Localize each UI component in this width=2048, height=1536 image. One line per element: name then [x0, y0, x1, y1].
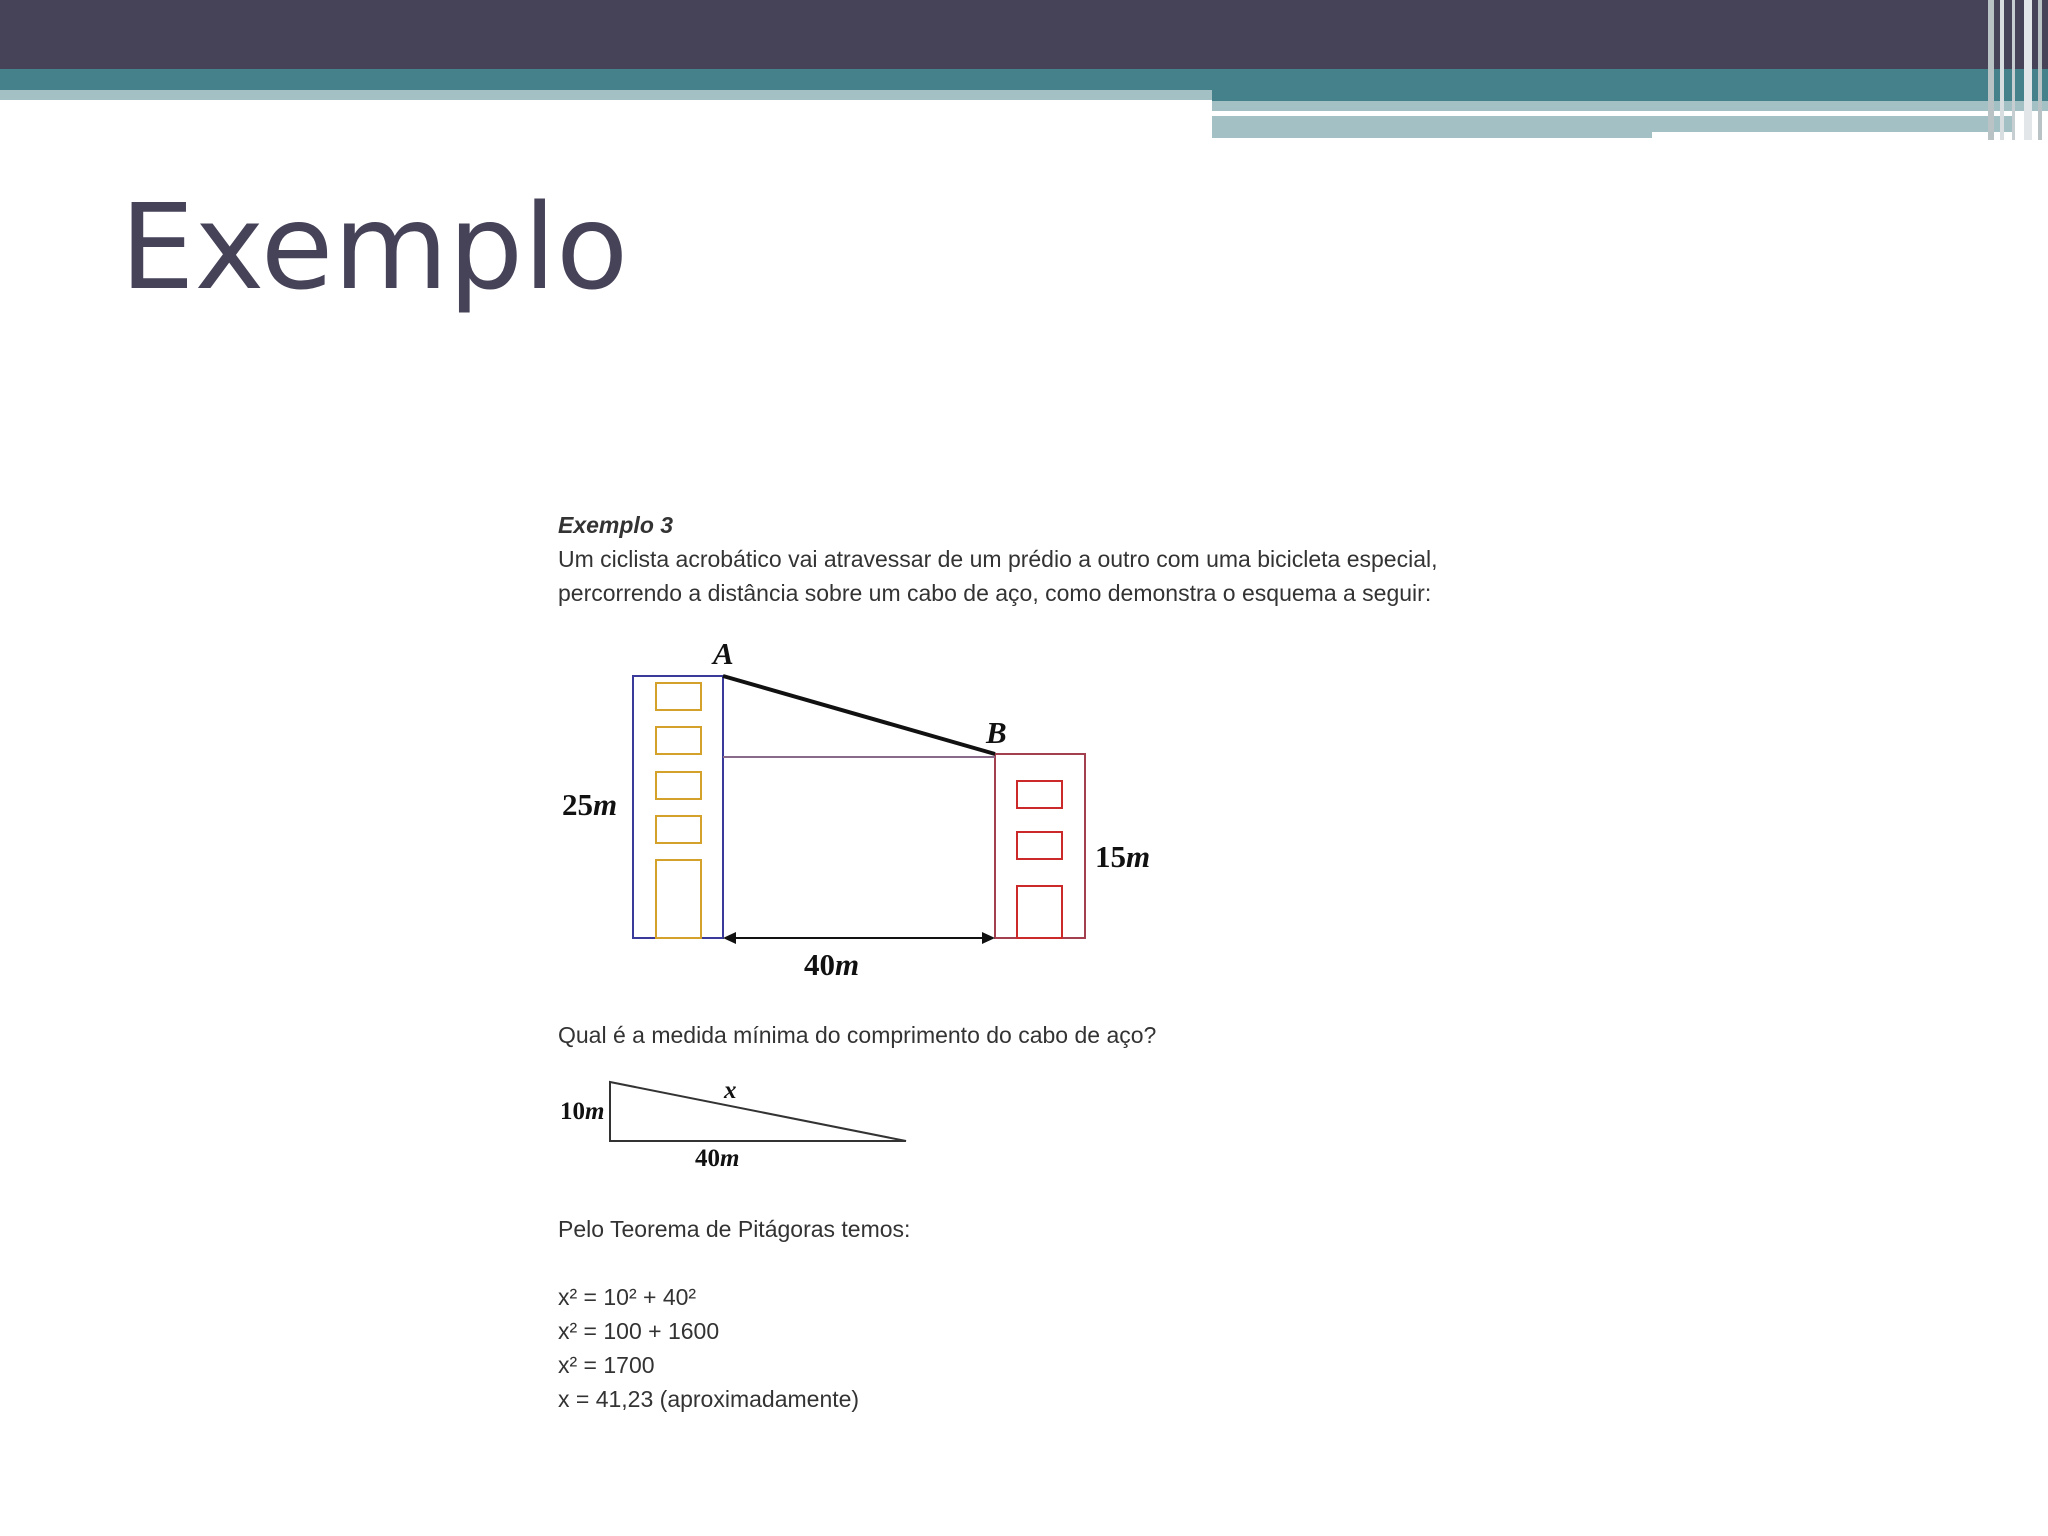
header-band-light-lower2: [1652, 116, 2012, 132]
left-door: [656, 860, 701, 938]
solution-block: [558, 1212, 910, 1416]
right-window: [1017, 832, 1062, 859]
solution-step: x² = 10² + 40²: [558, 1284, 697, 1310]
right-triangle: [610, 1082, 906, 1141]
arrow-head-left: [723, 932, 736, 944]
solution-intro: Pelo Teorema de Pitágoras temos:: [558, 1216, 911, 1242]
header-stripe-4: [2024, 0, 2032, 140]
arrow-head-right: [982, 932, 995, 944]
point-b-label: B: [986, 715, 1007, 750]
header-stripe-2: [2000, 0, 2004, 140]
triangle-height-label: 10m: [560, 1098, 605, 1125]
distance-label: 40m: [804, 947, 860, 982]
header-band-dark: [0, 0, 2048, 69]
left-window: [656, 727, 701, 754]
left-window: [656, 772, 701, 799]
right-height-label: 15m: [1095, 839, 1151, 874]
steel-cable: [723, 676, 995, 754]
slide-title: Exemplo: [120, 178, 629, 316]
example-heading: Exemplo 3: [558, 512, 674, 538]
example-text: [558, 508, 1518, 610]
solution-step: x² = 100 + 1600: [558, 1318, 720, 1344]
left-window: [656, 683, 701, 710]
solution-step: x² = 1700: [558, 1352, 655, 1378]
header-band-light-right: [1212, 101, 2048, 111]
header-band-light-left: [0, 90, 1212, 100]
example-intro-line1: Um ciclista acrobático vai atravessar de um prédio a outro com uma bicicleta especial,: [558, 546, 1438, 572]
left-height-label: 25m: [562, 787, 618, 822]
left-window: [656, 816, 701, 843]
header-stripe-5: [2038, 0, 2042, 140]
right-window: [1017, 781, 1062, 808]
solution-step: x = 41,23 (aproximadamente): [558, 1386, 860, 1412]
buildings-diagram: [558, 630, 1178, 990]
header-band-light-lower: [1212, 116, 1652, 138]
triangle-base-label: 40m: [695, 1145, 740, 1172]
point-a-label: A: [713, 636, 734, 671]
triangle-hypotenuse-label: x: [724, 1077, 737, 1104]
header-band: [0, 0, 2048, 140]
header-band-teal-right: [1212, 69, 2048, 101]
header-band-white-line: [1212, 111, 1898, 116]
left-building: [633, 676, 723, 938]
question-text: Qual é a medida mínima do comprimento do cabo de aço?: [558, 1022, 1157, 1048]
header-stripe-1: [1988, 0, 1994, 140]
triangle-diagram: [558, 1070, 938, 1180]
right-door: [1017, 886, 1062, 938]
example-intro-line2: percorrendo a distância sobre um cabo de aço, como demonstra o esquema a seguir:: [558, 580, 1432, 606]
header-band-teal-left: [0, 69, 1212, 90]
header-stripe-3: [2012, 0, 2015, 140]
